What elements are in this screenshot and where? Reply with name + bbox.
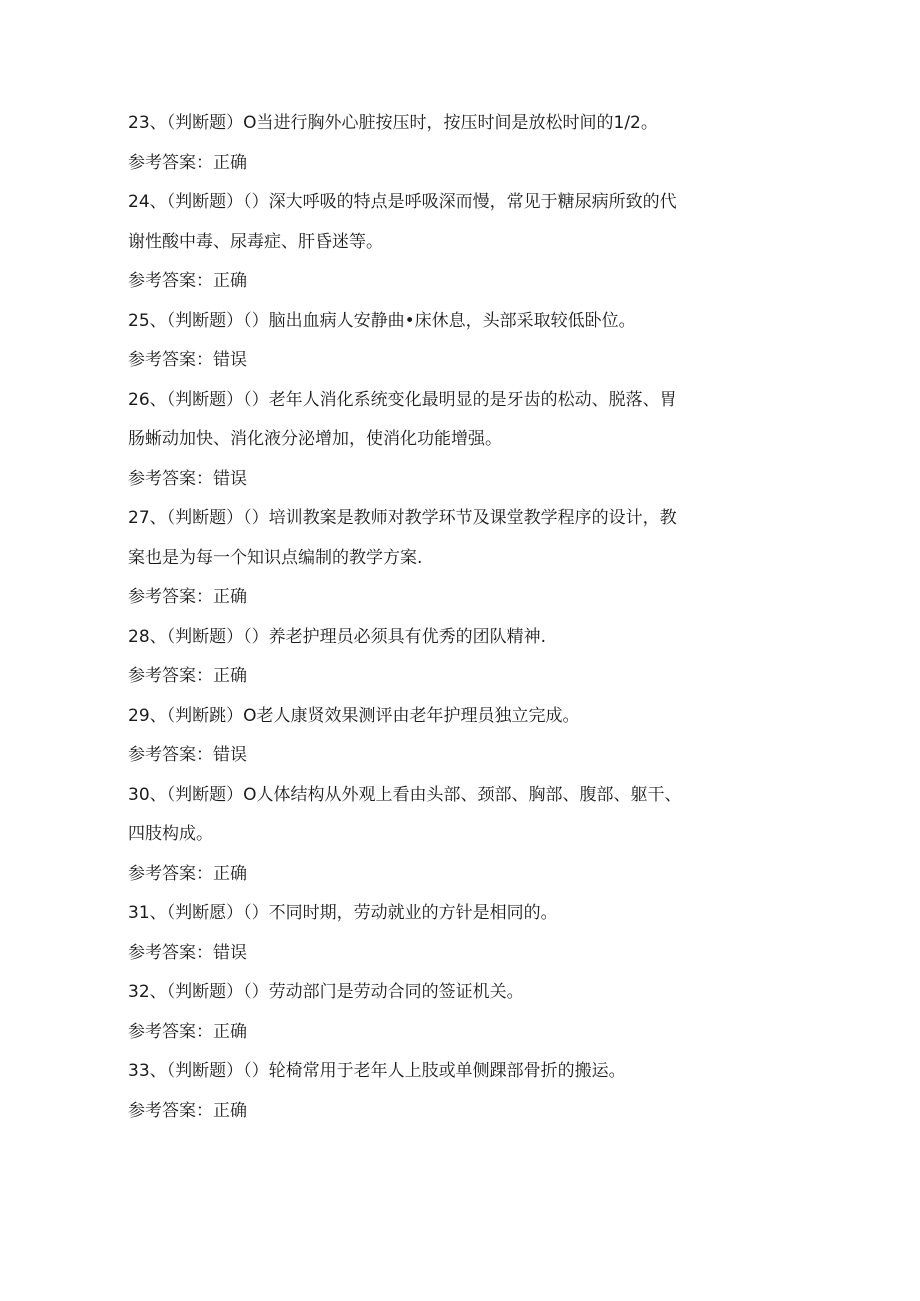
answer-label: 参考答案： xyxy=(128,587,213,607)
answer-line xyxy=(128,144,768,184)
answer-label: 参考答案： xyxy=(128,271,213,291)
question-text: 24、（判断题）（）深大呼吸的特点是呼吸深而慢，常见于糖尿病所致的代 xyxy=(128,192,677,212)
question-item-31 xyxy=(128,894,768,973)
answer-label: 参考答案： xyxy=(128,1021,213,1042)
answer-label: 参考答案： xyxy=(128,666,213,686)
answer-value: 错误 xyxy=(213,745,247,765)
answer-line xyxy=(128,657,768,697)
question-text: 30、（判断题）O人体结构从外观上看由头部、颈部、胸部、腹部、躯干、 xyxy=(128,784,682,805)
answer-value: 错误 xyxy=(213,350,247,370)
answer-value: 错误 xyxy=(213,942,247,963)
answer-label: 参考答案： xyxy=(128,942,213,963)
answer-line xyxy=(128,262,768,302)
question-text: 27、（判断题）（）培训教案是教师对教学环节及课堂教学程序的设计，教 xyxy=(128,508,677,528)
document-page xyxy=(128,104,768,1131)
question-item-28 xyxy=(128,618,768,697)
question-text: 33、（判断题）（）轮椅常用于老年人上肢或单侧踝部骨折的搬运。 xyxy=(128,1061,626,1081)
question-text: 26、（判断题）（）老年人消化系统变化最明显的是牙齿的松动、脱落、胃 xyxy=(128,389,677,410)
answer-line xyxy=(128,341,768,381)
question-text: 32、（判断题）（）劳动部门是劳动合同的签证机关。 xyxy=(128,982,524,1002)
answer-line xyxy=(128,1092,768,1132)
answer-label: 参考答案： xyxy=(128,863,213,884)
question-item-29 xyxy=(128,697,768,776)
answer-label: 参考答案： xyxy=(128,468,213,489)
answer-label: 参考答案： xyxy=(128,1100,213,1121)
question-item-33 xyxy=(128,1052,768,1131)
answer-value: 正确 xyxy=(213,152,247,173)
answer-line xyxy=(128,934,768,974)
question-item-25 xyxy=(128,302,768,381)
answer-line xyxy=(128,736,768,776)
answer-value: 正确 xyxy=(213,666,247,686)
question-text: 31、（判断愿）（）不同时期，劳动就业的方针是相同的。 xyxy=(128,903,558,923)
question-text: 25、（判断题）（）脑出血病人安静曲•床休息，头部采取较低卧位。 xyxy=(128,310,636,331)
question-item-32 xyxy=(128,973,768,1052)
answer-line xyxy=(128,460,768,500)
question-text: 29、（判断跳）O老人康贤效果测评由老年护理员独立完成。 xyxy=(128,705,580,726)
question-text: 28、（判断题）（）养老护理员必须具有优秀的团队精神. xyxy=(128,626,547,647)
answer-label: 参考答案： xyxy=(128,152,213,173)
question-text-continued: 案也是为每一个知识点编制的教学方案. xyxy=(128,547,423,568)
question-item-27 xyxy=(128,499,768,618)
question-item-24 xyxy=(128,183,768,302)
question-text-continued: 四肢构成。 xyxy=(128,824,213,844)
answer-label: 参考答案： xyxy=(128,745,213,765)
answer-value: 错误 xyxy=(213,468,247,489)
answer-value: 正确 xyxy=(213,587,247,607)
answer-value: 正确 xyxy=(213,1021,247,1042)
question-item-30 xyxy=(128,776,768,895)
answer-value: 正确 xyxy=(213,863,247,884)
answer-line xyxy=(128,1013,768,1053)
question-text-continued: 谢性酸中毒、尿毒症、肝昏迷等。 xyxy=(128,231,383,252)
question-text-continued: 肠蜥动加快、消化液分泌增加，使消化功能增强。 xyxy=(128,429,502,449)
answer-value: 正确 xyxy=(213,271,247,291)
answer-label: 参考答案： xyxy=(128,350,213,370)
question-item-23 xyxy=(128,104,768,183)
answer-line xyxy=(128,578,768,618)
answer-line xyxy=(128,855,768,895)
answer-value: 正确 xyxy=(213,1100,247,1121)
question-text: 23、（判断题）O当进行胸外心脏按压时，按压时间是放松时间的1/2。 xyxy=(128,113,658,133)
question-item-26 xyxy=(128,381,768,500)
